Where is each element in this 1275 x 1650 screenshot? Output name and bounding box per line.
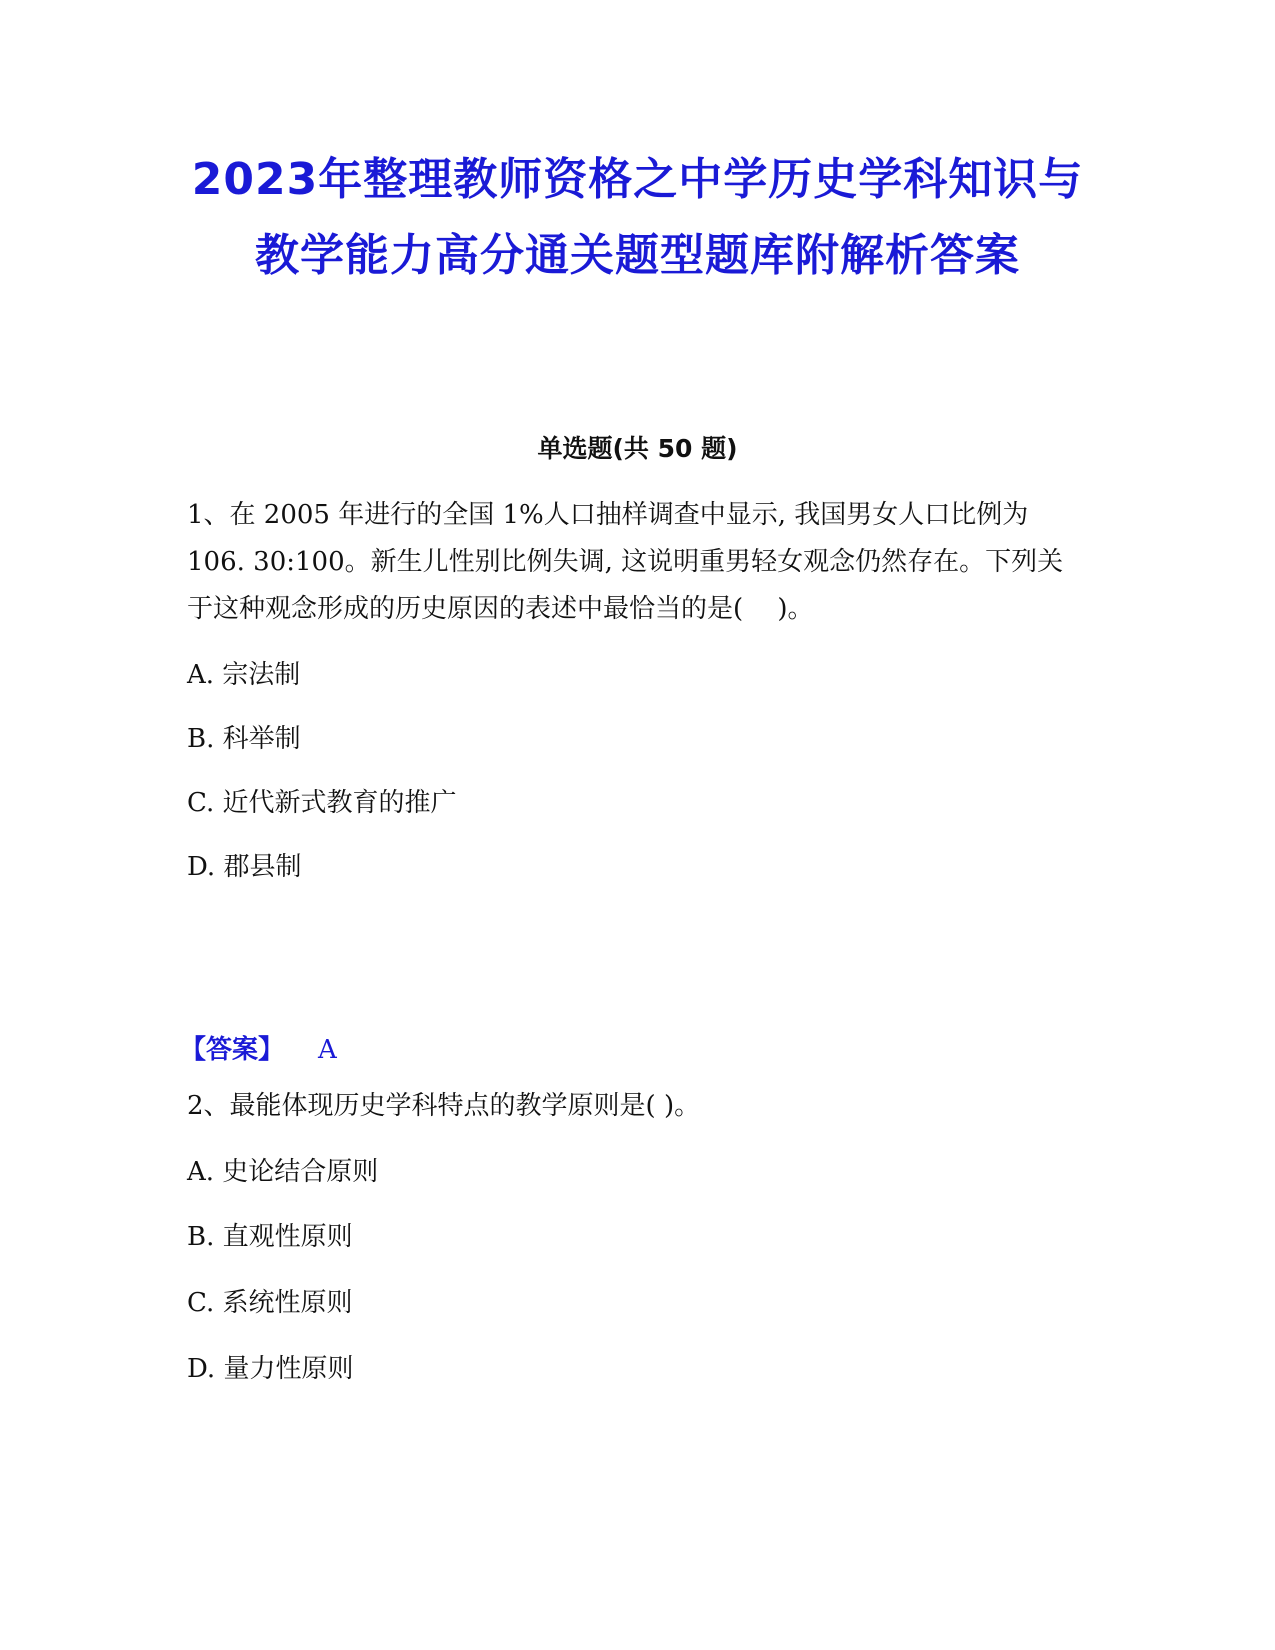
- section-heading: 单选题(共 50 题): [537, 434, 738, 463]
- answer-label: 【答案】: [180, 1035, 285, 1065]
- question-2-option-a: A. 史论结合原则: [187, 1157, 379, 1187]
- question-1-option-c: C. 近代新式教育的推广: [187, 788, 457, 818]
- question-1-answer: [180, 1033, 337, 1067]
- question-1-option-d: D. 郡县制: [187, 852, 302, 882]
- question-1-option-a: A. 宗法制: [187, 660, 301, 690]
- document-title: 2023年整理教师资格之中学历史学科知识与教学能力高分通关题型题库附解析答案: [191, 154, 1084, 281]
- question-2-option-b: B. 直观性原则: [187, 1222, 353, 1252]
- question-1-option-b: B. 科举制: [187, 724, 301, 754]
- question-2-option-d: D. 量力性原则: [187, 1354, 354, 1384]
- answer-value: A: [318, 1035, 337, 1065]
- question-2-option-c: C. 系统性原则: [187, 1288, 353, 1318]
- question-2-stem: 2、最能体现历史学科特点的教学原则是( )。: [187, 1091, 701, 1121]
- question-1-stem: 1、在 2005 年进行的全国 1%人口抽样调查中显示, 我国男女人口比例为 106. 30:100。新生儿性别比例失调, 这说明重男轻女观念仍然存在。下列关于这种观念形成的历史原因的表述中最恰当的是( )。: [187, 500, 1064, 624]
